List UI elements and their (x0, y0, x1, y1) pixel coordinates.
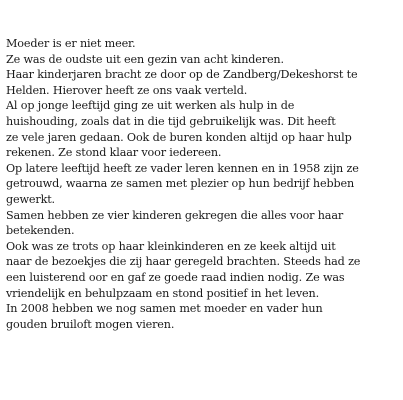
text-line: gewerkt. (6, 192, 55, 206)
text-line: huishouding, zoals dat in die tijd gebruikelijk was. Dit heeft (6, 114, 336, 128)
text-line: naar de bezoekjes die zij haar geregeld brachten. Steeds had ze (6, 255, 361, 269)
text-line: Moeder is er niet meer. (6, 37, 136, 50)
text-line: Haar kinderjaren bracht ze door op de Zandberg/Dekeshorst te (6, 68, 358, 82)
text-line: Samen hebben ze vier kinderen gekregen die alles voor haar (6, 208, 344, 222)
text-line: Ook was ze trots op haar kleinkinderen en ze keek altijd uit (6, 239, 336, 253)
text-line: Op latere leeftijd heeft ze vader leren kennen en in 1958 zijn ze (6, 161, 359, 175)
text-line: Helden. Hierover heeft ze ons vaak verteld. (6, 83, 248, 97)
text-line: In 2008 hebben we nog samen met moeder en vader hun (6, 302, 323, 316)
text-line: vriendelijk en behulpzaam en stond positief in het leven. (6, 286, 319, 300)
text-line: Al op jonge leeftijd ging ze uit werken als hulp in de (6, 99, 295, 113)
text-line: rekenen. Ze stond klaar voor iedereen. (6, 146, 222, 160)
text-line: betekenden. (6, 224, 75, 238)
memorial-text (6, 36, 401, 332)
text-line: ze vele jaren gedaan. Ook de buren konden altijd op haar hulp (6, 130, 352, 144)
text-line: getrouwd, waarna ze samen met plezier op hun bedrijf hebben (6, 177, 355, 191)
text-line: Ze was de oudste uit een gezin van acht kinderen. (6, 52, 284, 66)
text-line: een luisterend oor en gaf ze goede raad indien nodig. Ze was (6, 270, 345, 284)
text-line: gouden bruiloft mogen vieren. (6, 317, 175, 331)
